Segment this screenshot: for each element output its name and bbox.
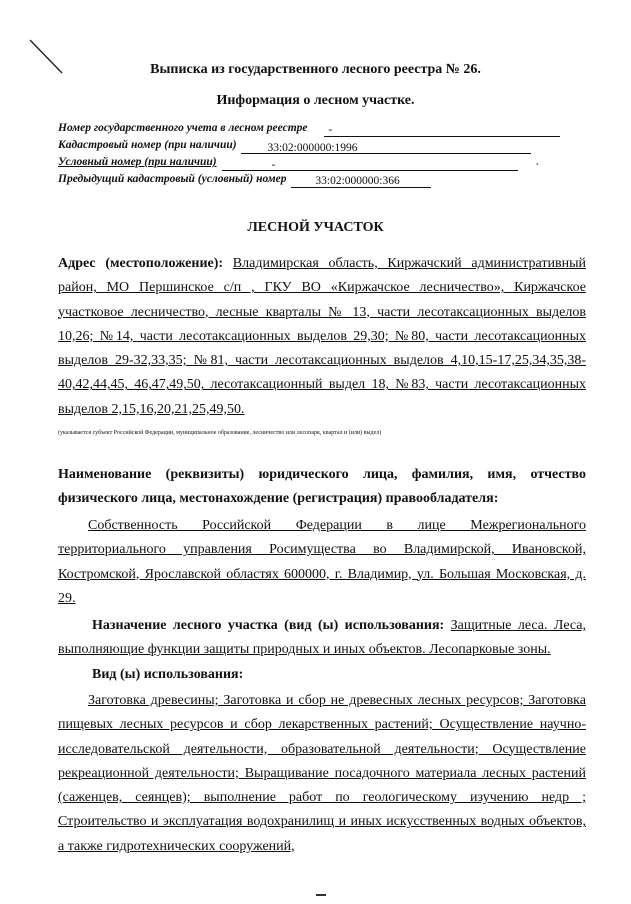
purpose-block	[58, 614, 586, 663]
owner-value: Собственность Российской Федерации в лице Межрегионального территориального управления Росимущества во Владимирской, Ивановской, Костромской, Ярославской областях 600000, г. Владимир, ул. Большая Московская, д. 29.	[58, 518, 586, 606]
field-value: 33:02:000000:1996	[241, 140, 531, 154]
field-value: -	[222, 157, 518, 171]
field-row-conditional-number	[58, 154, 598, 171]
uses-label: Вид (ы) использования:	[92, 667, 244, 682]
field-row-registry-number	[58, 120, 598, 137]
address-value: Владимирская область, Киржачский административный район, МО Першинское с/п , ГКУ ВО «Киржачское лесничество», Киржачское участковое лесничество, лесные кварталы № 13, части лесотаксационных выделов 10,26; №14, части лесотаксационных выделов 29,30; №80, части лесотаксационных выделов 29-32,33,35; №81, части лесотаксационных выделов 4,10,15-17,25,34,35,38-40,42,44,45, 46,47,49,50, лесотаксационный выдел 18, №83, части лесотаксационных выделов 2,15,16,20,21,25,49,50.	[58, 256, 586, 417]
address-block	[58, 252, 586, 422]
registry-fields	[58, 120, 598, 188]
field-row-cadastral-number	[58, 137, 598, 154]
section-heading: ЛЕСНОЙ УЧАСТОК	[247, 220, 384, 235]
owner-heading: Наименование (реквизиты) юридического лица, фамилия, имя, отчество физического лица, местонахождение (регистрация) правообладателя:	[58, 467, 586, 507]
field-label: Кадастровый номер (при наличии)	[58, 139, 237, 151]
address-note: (указывается субъект Российской Федерации, муниципальное образование, лесничество или лесопарк, квартал и (или) выдел)	[58, 430, 382, 436]
uses-value: Заготовка древесины; Заготовка и сбор не древесных лесных ресурсов; Заготовка пищевых лесных ресурсов и сбор лекарственных растений; Осуществление научно-исследовательской деятельности, образовательной деятельности; Осуществление рекреационной деятельности; Выращивание посадочного материала лесных растений (саженцев, сеянцев); выполнение работ по геологическому изучению недр ; Строительство и эксплуатация водохранилищ и иных искусственных водных объектов, а также гидротехнических сооружений,	[58, 693, 586, 854]
field-label: Предыдущий кадастровый (условный) номер	[58, 173, 287, 185]
purpose-label: Назначение лесного участка (вид (ы) использования:	[92, 618, 445, 633]
page-bottom-mark	[316, 894, 326, 896]
purpose-value: Защитные леса. Леса, выполняющие функции защиты природных и иных объектов. Лесопарковые зоны.	[58, 618, 586, 658]
field-row-previous-number	[58, 171, 598, 188]
stray-mark: ˛	[536, 155, 540, 166]
field-value: -	[324, 122, 560, 137]
document-subtitle: Информация о лесном участке.	[216, 93, 415, 108]
document-title: Выписка из государственного лесного реестра № 26.	[150, 62, 481, 77]
address-label: Адрес (местоположение):	[58, 256, 224, 271]
field-label: Условный номер (при наличии)	[58, 156, 217, 168]
field-label: Номер государственного учета в лесном реестре	[58, 122, 308, 134]
field-value: 33:02:000000:366	[291, 173, 431, 188]
